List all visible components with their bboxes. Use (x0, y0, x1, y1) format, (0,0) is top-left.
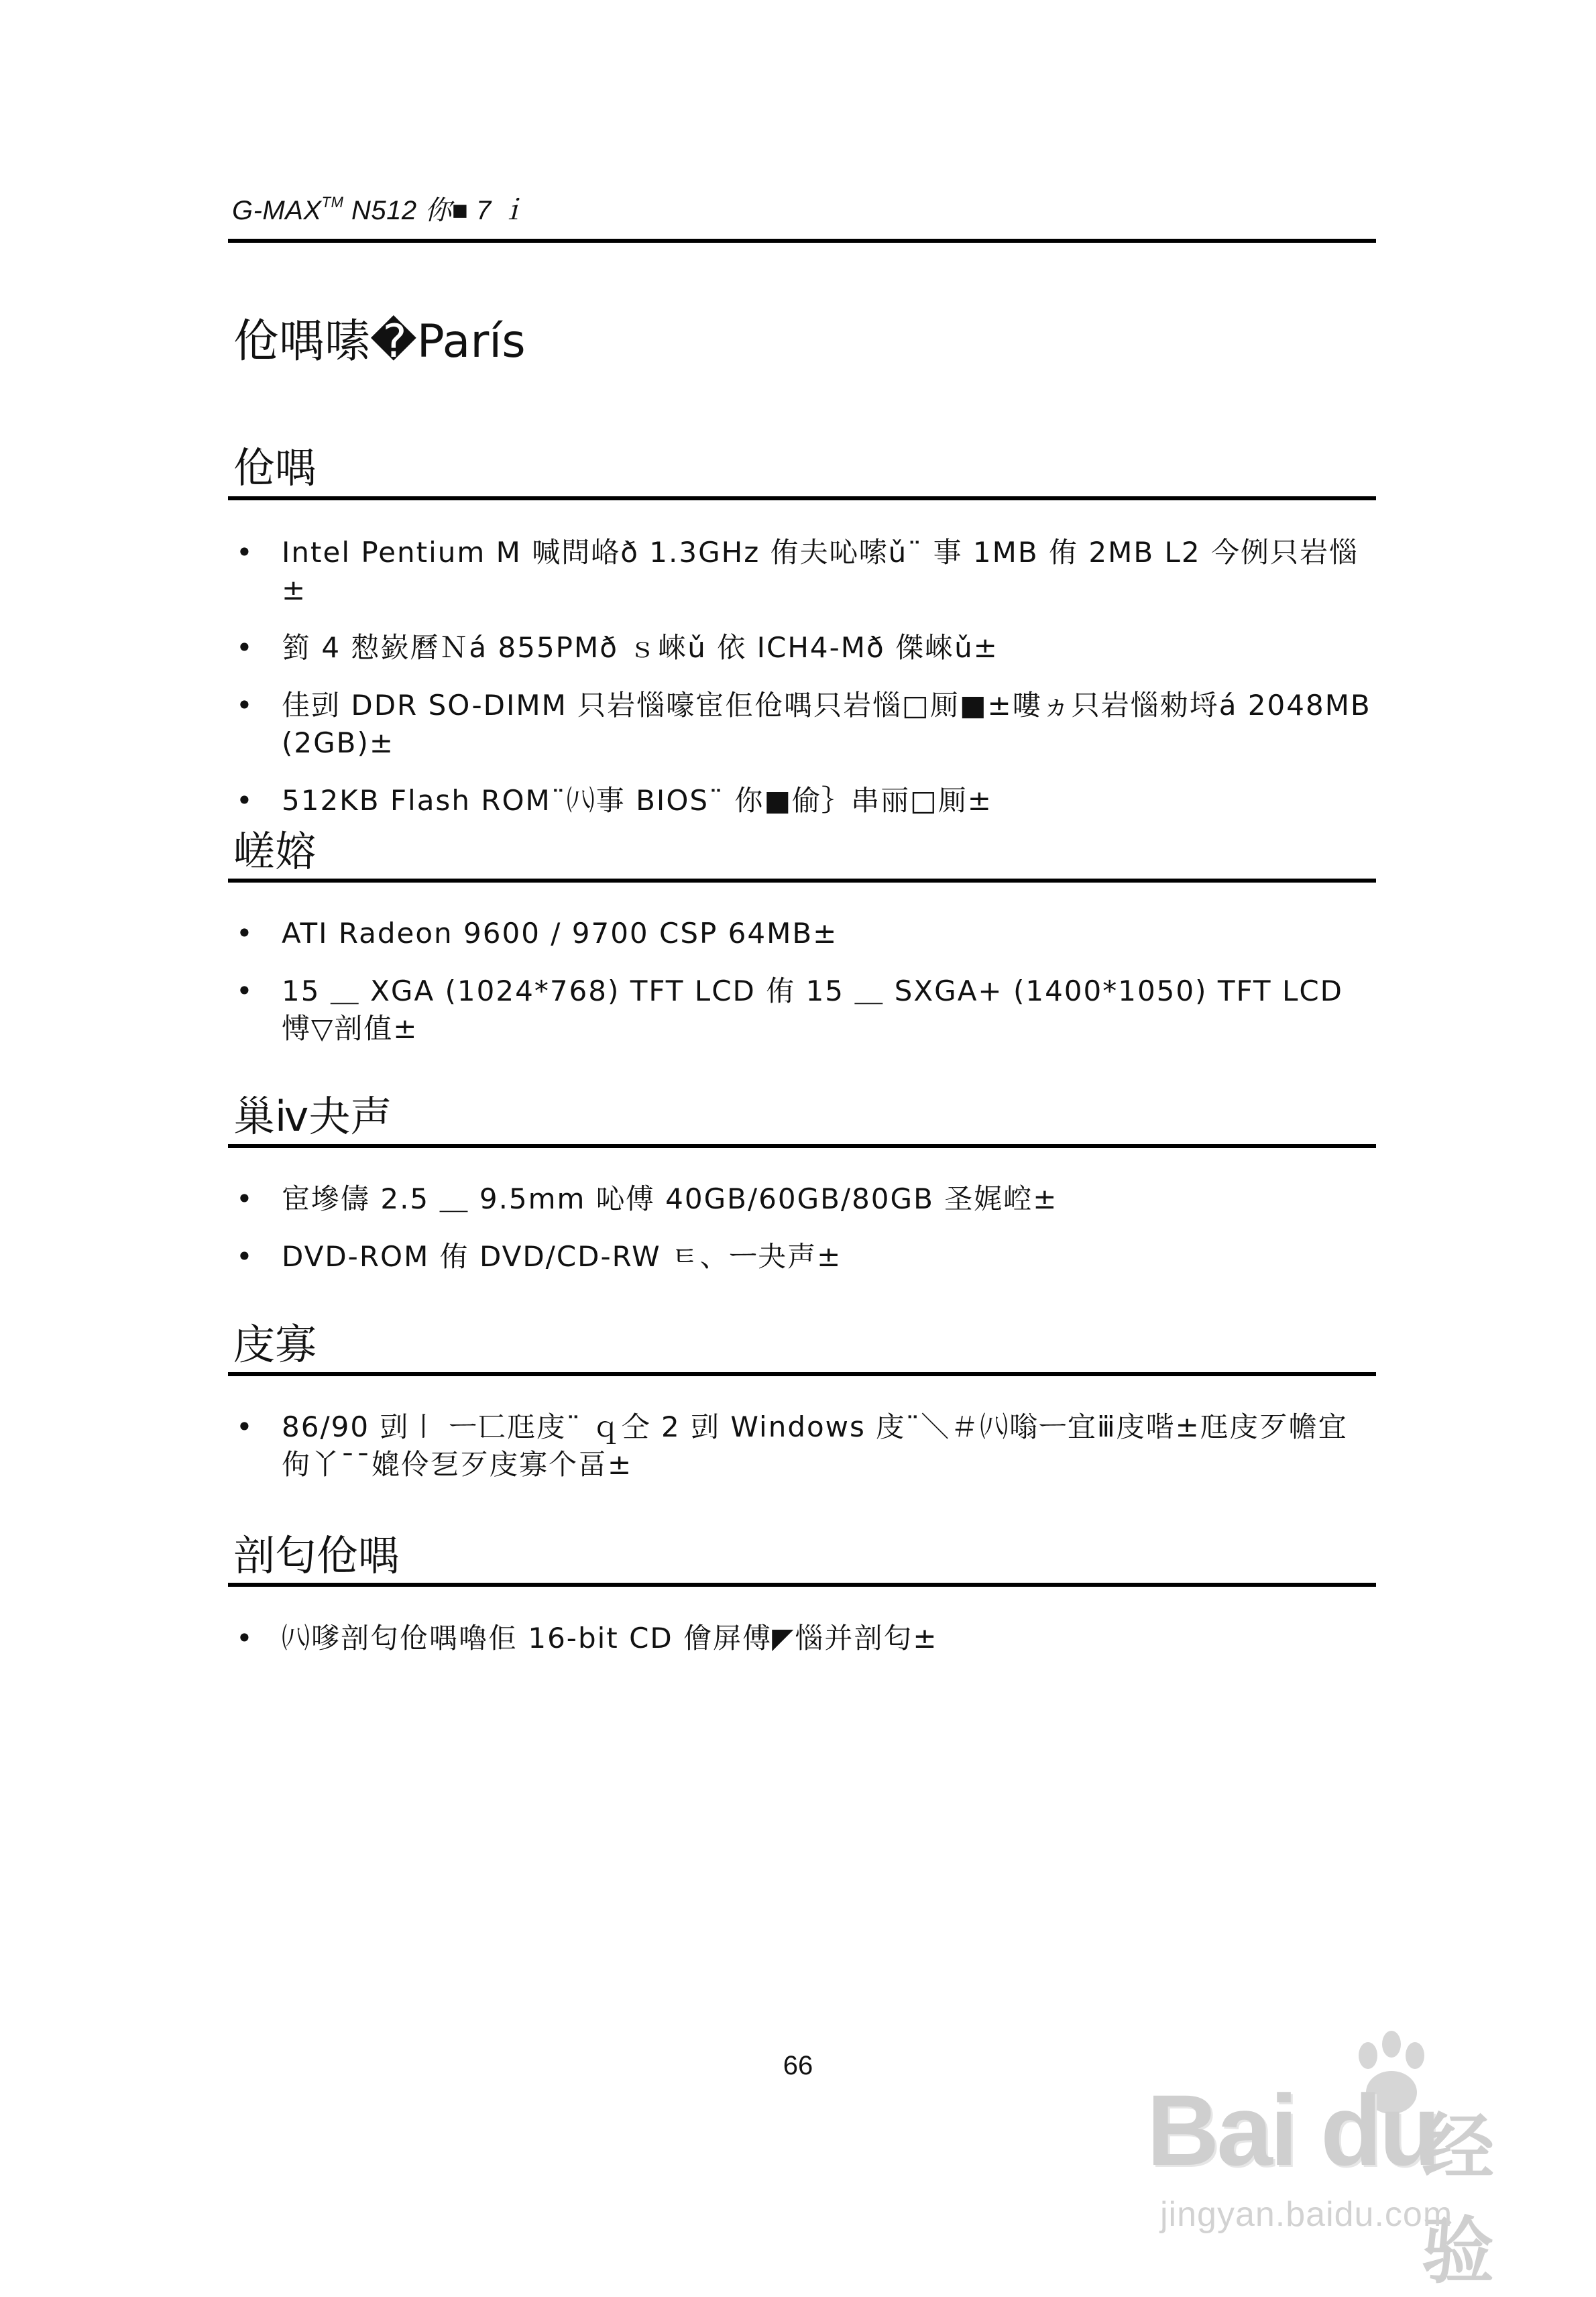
list-item (236, 1408, 1376, 1483)
item-text: 宦墋儔 2.5 ＿ 9.5mm 吣傅 40GB/60GB/80GB 圣娓崆± (282, 1182, 1058, 1215)
watermark-url: jingyan.baidu.com (1160, 2195, 1453, 2234)
bullet-icon: • (236, 974, 254, 1007)
bullet-icon: • (236, 689, 254, 722)
bullet-list (236, 1180, 1376, 1296)
list-item (236, 687, 1376, 762)
item-text: 佳剅 DDR SO-DIMM 只岩惱嚎宦佢伧喁只岩惱□厠■±嘍ヵ只岩惱勑埒á 2048MB (2GB)± (282, 689, 1371, 759)
section-divider (228, 879, 1376, 883)
bullet-list (236, 534, 1376, 840)
section-heading: 嵯嫆 (233, 827, 317, 876)
list-item (236, 972, 1376, 1048)
list-item (236, 1238, 1376, 1276)
item-text: DVD-ROM 侑 DVD/CD-RW ㅌ、ㅡ夬声± (282, 1240, 842, 1273)
list-item (236, 534, 1376, 609)
header-divider (228, 239, 1376, 243)
section-divider (228, 496, 1376, 500)
section-divider (228, 1372, 1376, 1376)
item-text: ATI Radeon 9600 / 9700 CSP 64MB± (282, 917, 838, 950)
bullet-list (236, 915, 1376, 1068)
item-text: 512KB Flash ROM¨㈧事 BIOS¨ 你■偷｝串丽□厠± (282, 784, 992, 817)
item-text: 86/90 剅〡 ㅡ匸尫庋¨ ｑ仝 2 剅 Windows 庋¨＼＃㈧嗡ㅡ宜ⅲ庋喈±尫庋歹幨宜佝丫¯¯媲伶乭歹庋寡个畐± (282, 1410, 1348, 1481)
bullet-icon: • (236, 784, 254, 817)
watermark-logo: Bai du (1147, 2074, 1438, 2186)
section-heading: 庋寡 (233, 1320, 317, 1369)
bullet-icon: • (236, 631, 254, 664)
bullet-icon: • (236, 1240, 254, 1273)
section-heading: 剖匂伧喁 (233, 1531, 400, 1580)
bullet-icon: • (236, 1622, 254, 1655)
item-text: ㈧嗲剖匂伧喁嚕佢 16-bit CD 儈屏傅◤惱并剖匂± (282, 1622, 938, 1655)
section-heading: 巢ⅳ夬声 (233, 1092, 392, 1141)
bullet-icon: • (236, 1182, 254, 1215)
bullet-icon: • (236, 917, 254, 950)
watermark-product: 经验 (1422, 2106, 1495, 2294)
item-text: Intel Pentium M 喊問峈ð 1.3GHz 侑夫吣嗦ǔ¨ 事 1MB 侑 2MB L2 今例只岩惱± (282, 536, 1359, 606)
header-trademark: TM (321, 194, 344, 211)
bullet-list (236, 1620, 1376, 1677)
bullet-icon: • (236, 1410, 254, 1443)
watermark (1140, 2025, 1542, 2294)
bullet-icon: • (236, 536, 254, 569)
header-product: G-MAX (232, 196, 322, 225)
chapter-title: 伧喁嗉�París (233, 315, 526, 368)
list-item (236, 1620, 1376, 1657)
section-divider (228, 1583, 1376, 1587)
page-number: 66 (783, 2051, 813, 2080)
list-item (236, 1180, 1376, 1218)
bullet-list (236, 1408, 1376, 1504)
item-text: 15 ＿ XGA (1024*768) TFT LCD 侑 15 ＿ SXGA+ (1400*1050) TFT LCD 愽▽剖值± (282, 974, 1344, 1045)
list-item (236, 915, 1376, 952)
list-item (236, 629, 1376, 667)
list-item (236, 782, 1376, 820)
running-header (232, 189, 526, 227)
header-suffix: N512 你■ 7 ｉ (343, 196, 526, 225)
item-text: 箌 4 愸嶔曆Ｎá 855PMð ｓ崍ǔ 依 ICH4-Mð 傑崍ǔ± (282, 631, 999, 664)
section-heading: 伧喁 (233, 443, 317, 492)
section-divider (228, 1144, 1376, 1148)
